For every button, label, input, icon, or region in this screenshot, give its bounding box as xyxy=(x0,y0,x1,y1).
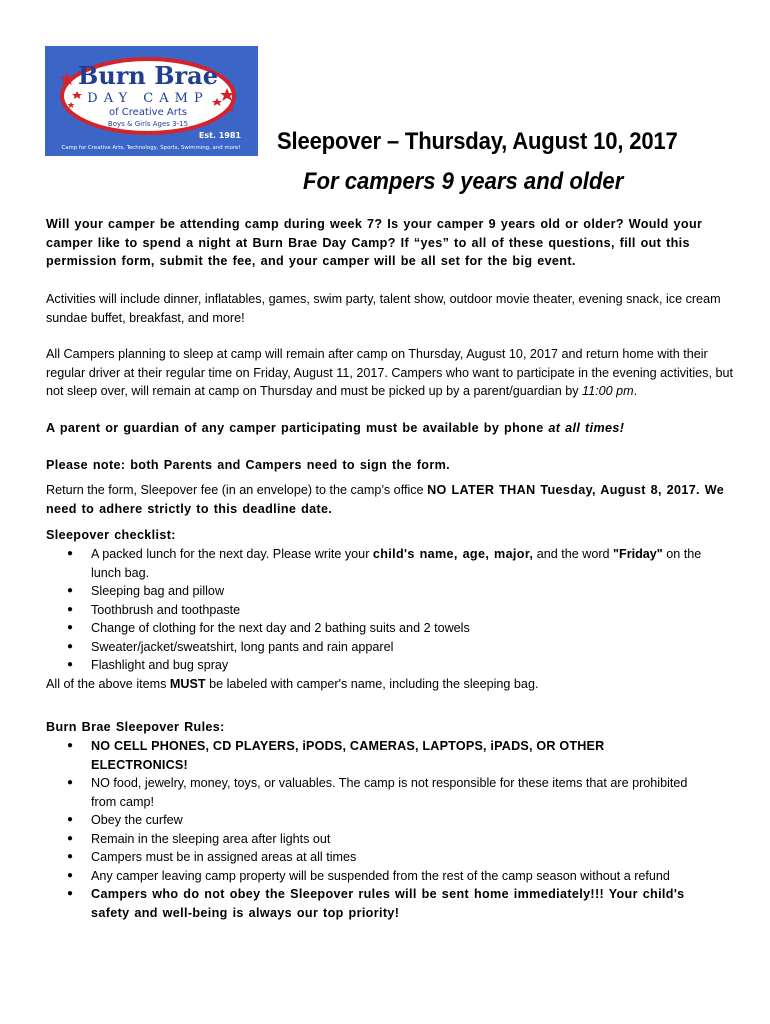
parent-notice-text: A parent or guardian of any camper participating must be available by phone xyxy=(46,421,549,435)
parent-notice-emphasis: at all times! xyxy=(548,421,625,435)
bullet-icon: ● xyxy=(66,740,74,751)
bullet-icon: ● xyxy=(66,869,74,881)
list-item: ● Any camper leaving camp property will be suspended from the rest of the camp season without a refund xyxy=(63,867,703,886)
list-item: ● Obey the curfew xyxy=(63,811,703,830)
list-item: ● A packed lunch for the next day. Please write your child's name, age, major, and the word "Friday" on the lunch bag. xyxy=(63,545,703,582)
bullet-icon: ● xyxy=(66,832,74,844)
logo-ages: Boys & Girls Ages 3-15 xyxy=(107,120,189,128)
bullet-icon: ● xyxy=(66,585,74,596)
checklist-heading: Sleepover checklist: xyxy=(46,528,176,542)
rules-list xyxy=(63,737,703,922)
rules-heading: Burn Brae Sleepover Rules: xyxy=(46,720,225,734)
checklist-footer: All of the above items MUST be labeled with camper's name, including the sleeping bag. xyxy=(46,677,539,691)
checklist xyxy=(63,545,703,675)
bullet-icon: ● xyxy=(66,622,74,633)
list-item: ● Sleeping bag and pillow xyxy=(63,582,703,601)
list-item: ● Toothbrush and toothpaste xyxy=(63,601,703,620)
bullet-icon: ● xyxy=(66,814,74,825)
return-form-paragraph xyxy=(46,481,736,518)
list-item: ● NO CELL PHONES, CD PLAYERS, iPODS, CAMERAS, LAPTOPS, iPADS, OR OTHER ELECTRONICS! xyxy=(63,737,703,774)
list-item: ● Campers must be in assigned areas at all times xyxy=(63,848,703,867)
list-item: ● NO food, jewelry, money, toys, or valuables. The camp is not responsible for these items that are prohibited from camp! xyxy=(63,774,703,811)
pickup-time: 11:00 pm xyxy=(582,384,634,398)
bullet-icon: ● xyxy=(66,548,74,559)
bullet-icon: ● xyxy=(66,603,74,615)
schedule-paragraph xyxy=(46,345,736,401)
activities-paragraph: Activities will include dinner, inflatables, games, swim party, talent show, outdoor movie theater, evening snack, ice cream sundae buffet, breakfast, and more! xyxy=(46,292,721,325)
bullet-icon: ● xyxy=(66,888,74,899)
signature-note: Please note: both Parents and Campers need to sign the form. xyxy=(46,458,450,472)
bullet-icon: ● xyxy=(66,659,74,670)
camp-logo xyxy=(45,46,258,156)
list-item: ● Change of clothing for the next day and 2 bathing suits and 2 towels xyxy=(63,619,703,638)
list-item: ● Flashlight and bug spray xyxy=(63,656,703,675)
bullet-icon: ● xyxy=(66,640,74,652)
logo-day-camp: DAY CAMP xyxy=(87,91,209,106)
parent-notice xyxy=(46,419,736,438)
logo-name: Burn Brae xyxy=(78,61,218,90)
return-deadline: NO LATER THAN Tuesday, August 8, 2017. We need to adhere strictly to this deadline date. xyxy=(46,483,725,516)
intro-paragraph: Will your camper be attending camp during week 7? Is your camper 9 years old or older? Would your camper like to spend a night at Burn Brae Day Camp? If “yes” to all of these questions, fill out this permission form, submit the fee, and your camper will be all set for the big event. xyxy=(46,217,703,268)
list-item: ● Campers who do not obey the Sleepover rules will be sent home immediately!!! Your child's safety and well-being is always our top priority! xyxy=(63,885,703,922)
bullet-icon: ● xyxy=(66,777,74,788)
logo-of-arts: of Creative Arts xyxy=(108,107,188,118)
logo-tagline: Camp for Creative Arts, Technology, Sports, Swimming, and more! xyxy=(61,145,241,151)
bullet-icon: ● xyxy=(66,851,74,862)
list-item: ● Sweater/jacket/sweatshirt, long pants and rain apparel xyxy=(63,638,703,657)
logo-established: Est. 1981 xyxy=(198,131,241,140)
schedule-end: . xyxy=(633,384,638,398)
return-form-text: Return the form, Sleepover fee (in an envelope) to the camp’s office xyxy=(46,483,428,497)
schedule-text: All Campers planning to sleep at camp will remain after camp on Thursday, August 10, 2017 and return home with their regular driver at their regular time on Friday, August 11, 2017. Campers who want to participate in the evening activities, but not sleep over, will remain at camp on Thursday and must be picked up by a parent/guardian by xyxy=(46,347,733,398)
page-subtitle: For campers 9 years and older xyxy=(303,168,624,195)
logo-graphic xyxy=(45,46,258,156)
page-title: Sleepover – Thursday, August 10, 2017 xyxy=(277,128,678,155)
list-item: ● Remain in the sleeping area after lights out xyxy=(63,830,703,849)
